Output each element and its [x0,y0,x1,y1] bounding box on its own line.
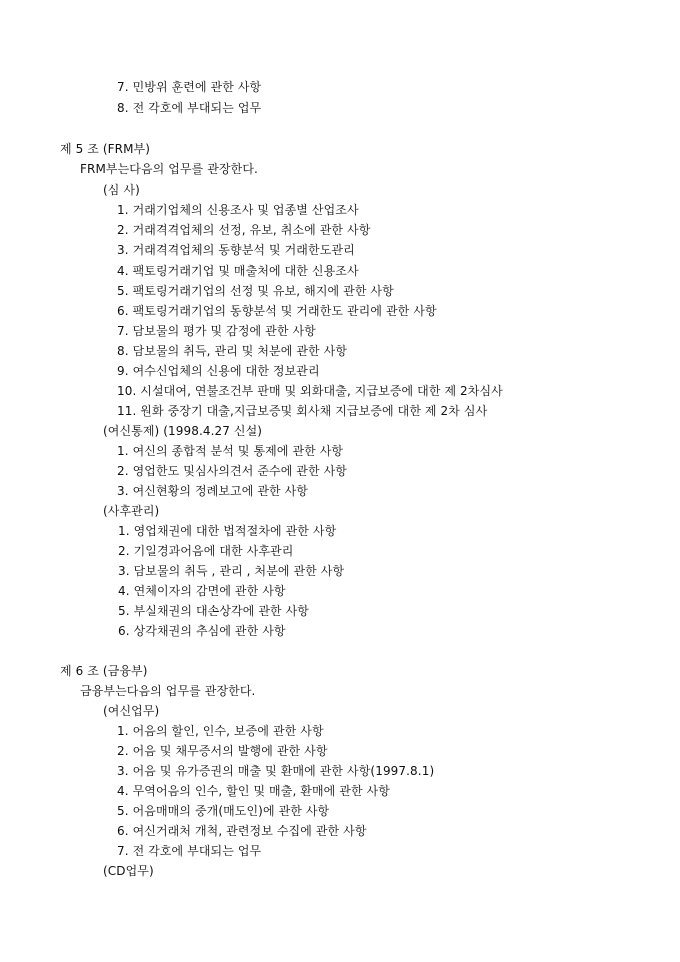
list-item: 6. 상각채권의 추심에 관한 사항 [118,624,286,638]
list-item: 1. 거래기업체의 신용조사 및 업종별 산업조사 [117,203,359,217]
list-item: 5. 부실채권의 대손상각에 관한 사항 [118,604,309,618]
list-item: 6. 팩토링거래기업의 동향분석 및 거래한도 관리에 관한 사항 [117,304,437,318]
list-item: 3. 담보물의 취득 , 관리 , 처분에 관한 사항 [118,564,345,578]
section-title-credit-business: (여신업무) [103,704,160,718]
article-5-intro: FRM부는다음의 업무를 관장한다. [80,162,258,176]
list-item: 8. 담보물의 취득, 관리 및 처분에 관한 사항 [117,344,348,358]
list-item: 3. 거래격격업체의 동향분석 및 거래한도관리 [117,243,355,257]
list-item: 5. 팩토링거래기업의 선정 및 유보, 해지에 관한 사항 [117,284,394,298]
article-6-heading: 제 6 조 (금융부) [60,664,148,678]
list-item: 2. 어음 및 채무증서의 발행에 관한 사항 [117,744,328,758]
article-6-intro: 금융부는다음의 업무를 관장한다. [80,684,256,698]
list-item: 4. 무역어음의 인수, 할인 및 매출, 환매에 관한 사항 [117,784,390,798]
article-5-heading: 제 5 조 (FRM부) [60,142,151,156]
list-item: 7. 담보물의 평가 및 감정에 관한 사항 [117,324,316,338]
section-title-credit-control: (여신통제) (1998.4.27 신설) [103,424,263,438]
section-title-post-management: (사후관리) [103,504,160,518]
section-title-review: (심 사) [103,183,140,197]
list-item: 10. 시설대여, 연불조건부 판매 및 외화대출, 지급보증에 대한 제 2차심사 [117,384,503,398]
list-item: 4. 연체이자의 감면에 관한 사항 [118,584,286,598]
section-title-cd-business: (CD업무) [103,864,154,878]
list-item: 1. 영업채권에 대한 법적절차에 관한 사항 [118,524,337,538]
list-item: 2. 거래격격업체의 선정, 유보, 취소에 관한 사항 [117,223,371,237]
list-item: 6. 여신거래처 개척, 관련정보 수집에 관한 사항 [117,824,367,838]
list-item: 2. 영업한도 및심사의견서 준수에 관한 사항 [117,464,347,478]
list-item: 11. 원화 중장기 대출,지급보증및 회사채 지급보증에 대한 제 2차 심사 [117,404,488,418]
list-item: 3. 여신현황의 정례보고에 관한 사항 [117,484,308,498]
list-item: 7. 전 각호에 부대되는 업무 [117,844,262,858]
list-item: 8. 전 각호에 부대되는 업무 [117,101,262,115]
list-item: 7. 민방위 훈련에 관한 사항 [117,80,262,94]
list-item: 2. 기일경과어음에 대한 사후관리 [118,544,294,558]
list-item: 3. 어음 및 유가증권의 매출 및 환매에 관한 사항(1997.8.1) [117,764,435,778]
list-item: 1. 여신의 종합적 분석 및 통제에 관한 사항 [117,444,344,458]
list-item: 5. 어음매매의 중개(매도인)에 관한 사항 [117,804,330,818]
list-item: 9. 여수신업체의 신용에 대한 정보관리 [117,364,320,378]
list-item: 4. 팩토링거래기업 및 매출처에 대한 신용조사 [117,264,359,278]
list-item: 1. 어음의 할인, 인수, 보증에 관한 사항 [117,724,324,738]
